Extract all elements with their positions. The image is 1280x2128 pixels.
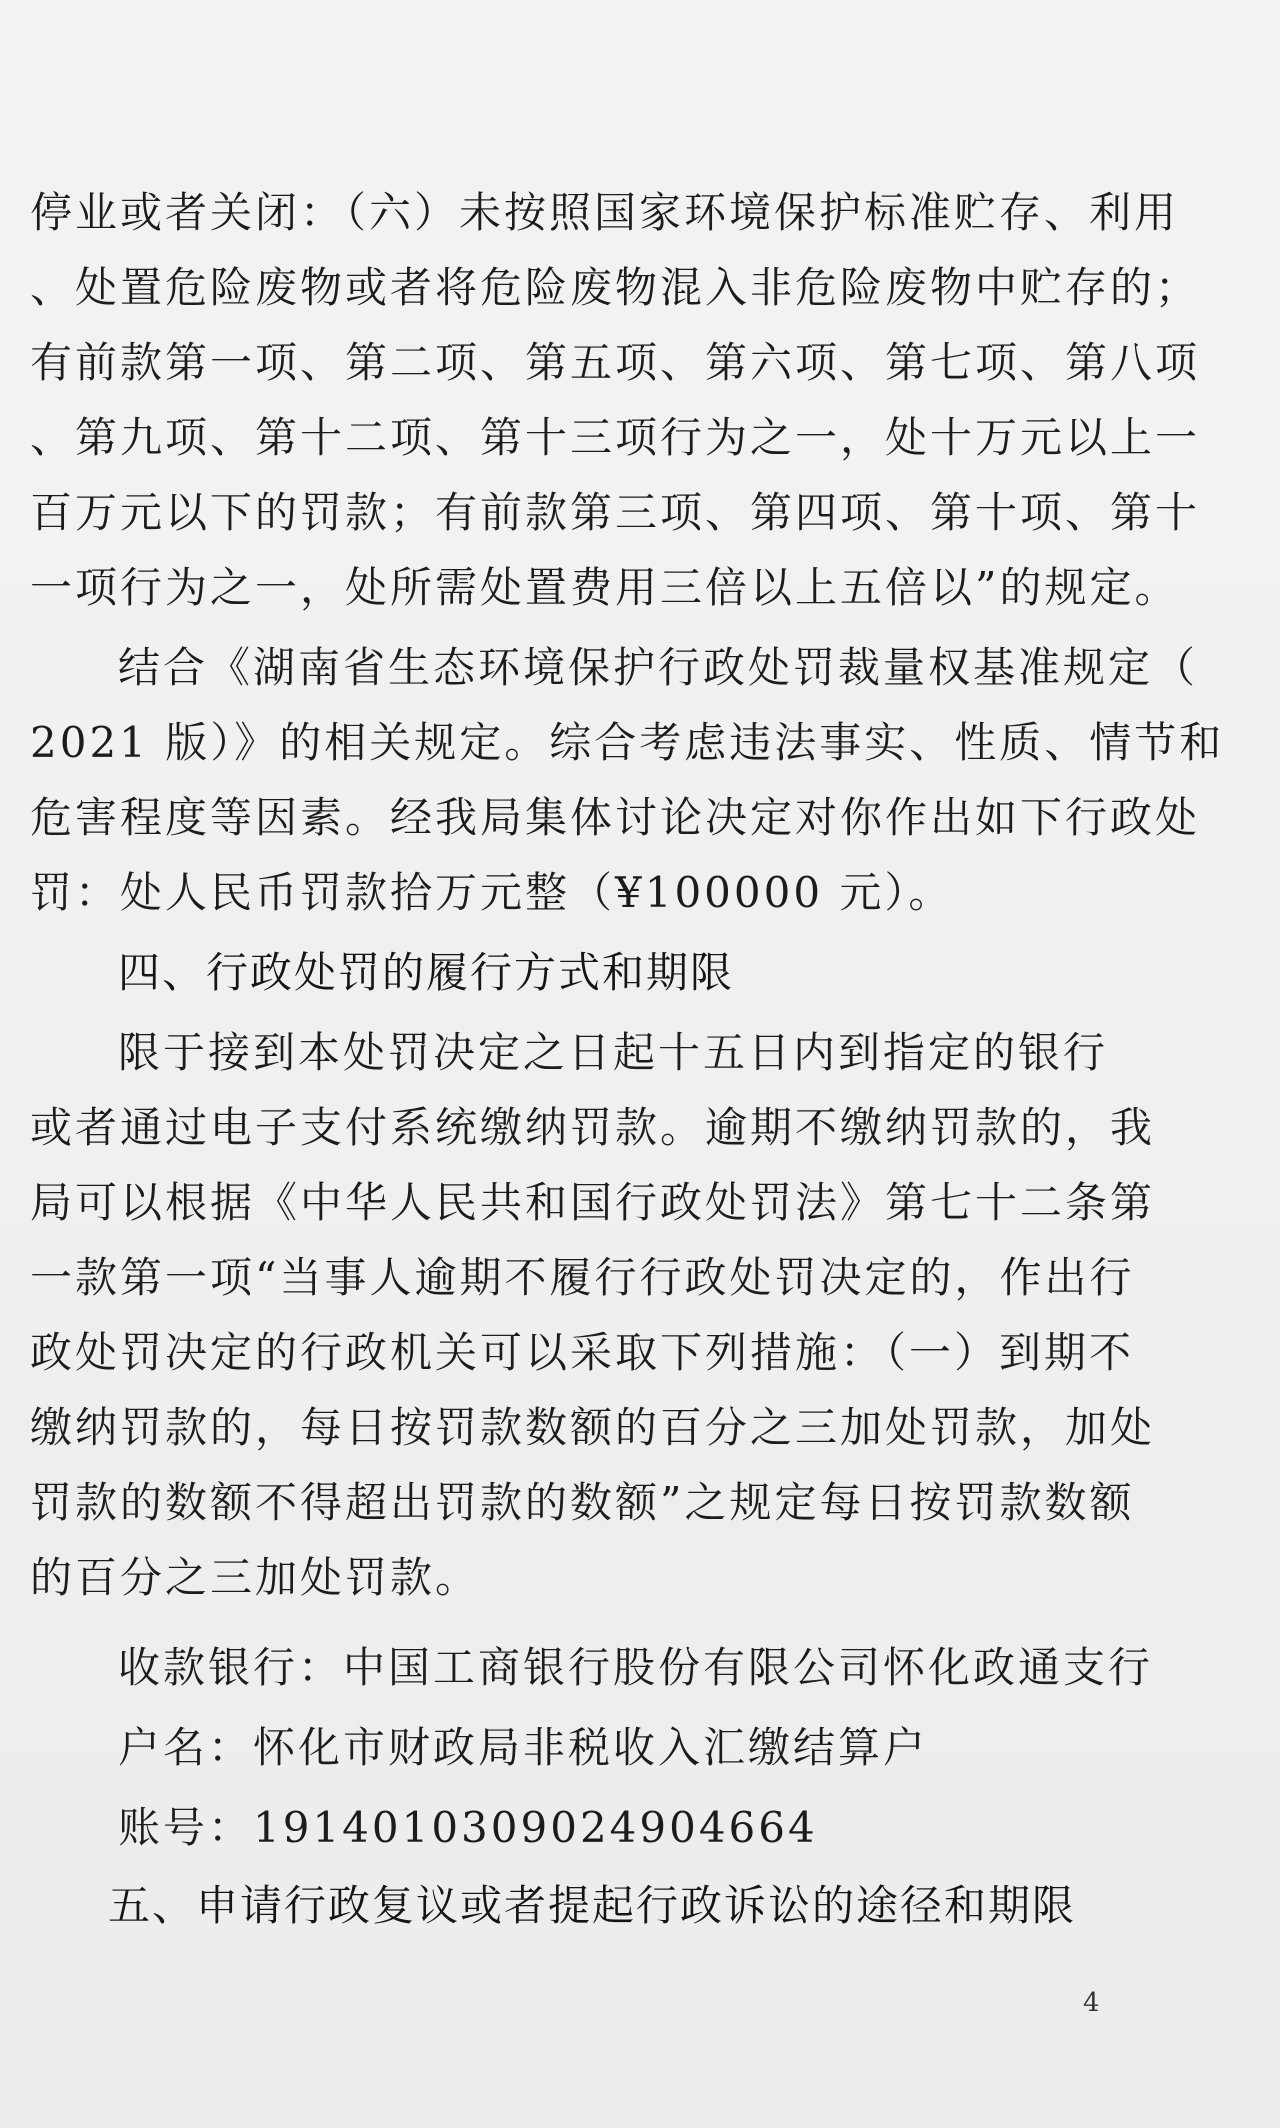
section-4-line-5: 政处罚决定的行政机关可以采取下列措施：（一）到期不 <box>30 1328 1135 1377</box>
body-line-7: 结合《湖南省生态环境保护行政处罚裁量权基准规定（ <box>118 643 1199 692</box>
body-line-8: 2021 版）》的相关规定。综合考虑违法事实、性质、情节和 <box>30 718 1225 767</box>
section-4-line-6: 缴纳罚款的，每日按罚款数额的百分之三加处罚款，加处 <box>30 1403 1156 1452</box>
page-number: 4 <box>1083 1988 1100 2018</box>
body-line-9: 危害程度等因素。经我局集体讨论决定对你作出如下行政处 <box>30 793 1201 842</box>
section-4-line-7: 罚款的数额不得超出罚款的数额”之规定每日按罚款数额 <box>30 1478 1135 1527</box>
payment-bank: 收款银行：中国工商银行股份有限公司怀化政通支行 <box>118 1643 1154 1692</box>
body-line-4: 、第九项、第十二项、第十三项行为之一，处十万元以上一 <box>30 413 1201 462</box>
payment-account-name: 户名：怀化市财政局非税收入汇缴结算户 <box>118 1723 929 1772</box>
body-line-3: 有前款第一项、第二项、第五项、第六项、第七项、第八项 <box>30 338 1201 387</box>
section-5-heading: 五、申请行政复议或者提起行政诉讼的途径和期限 <box>108 1881 1077 1930</box>
section-4-line-1: 限于接到本处罚决定之日起十五日内到指定的银行 <box>118 1028 1109 1077</box>
body-line-6: 一项行为之一，处所需处置费用三倍以上五倍以”的规定。 <box>30 563 1180 612</box>
body-line-2: 、处置危险废物或者将危险废物混入非危险废物中贮存的； <box>30 263 1201 312</box>
body-line-5: 百万元以下的罚款；有前款第三项、第四项、第十项、第十 <box>30 488 1201 537</box>
section-4-line-8: 的百分之三加处罚款。 <box>30 1553 481 1602</box>
payment-account-number: 账号：1914010309024904664 <box>118 1803 818 1852</box>
section-4-line-3: 局可以根据《中华人民共和国行政处罚法》第七十二条第 <box>30 1178 1156 1227</box>
body-line-1: 停业或者关闭：（六）未按照国家环境保护标准贮存、利用 <box>30 188 1180 237</box>
body-line-10: 罚：处人民币罚款拾万元整（¥100000 元）。 <box>30 868 954 917</box>
section-4-line-4: 一款第一项“当事人逾期不履行行政处罚决定的，作出行 <box>30 1253 1135 1302</box>
section-4-heading: 四、行政处罚的履行方式和期限 <box>118 948 735 997</box>
section-4-line-2: 或者通过电子支付系统缴纳罚款。逾期不缴纳罚款的，我 <box>30 1103 1156 1152</box>
